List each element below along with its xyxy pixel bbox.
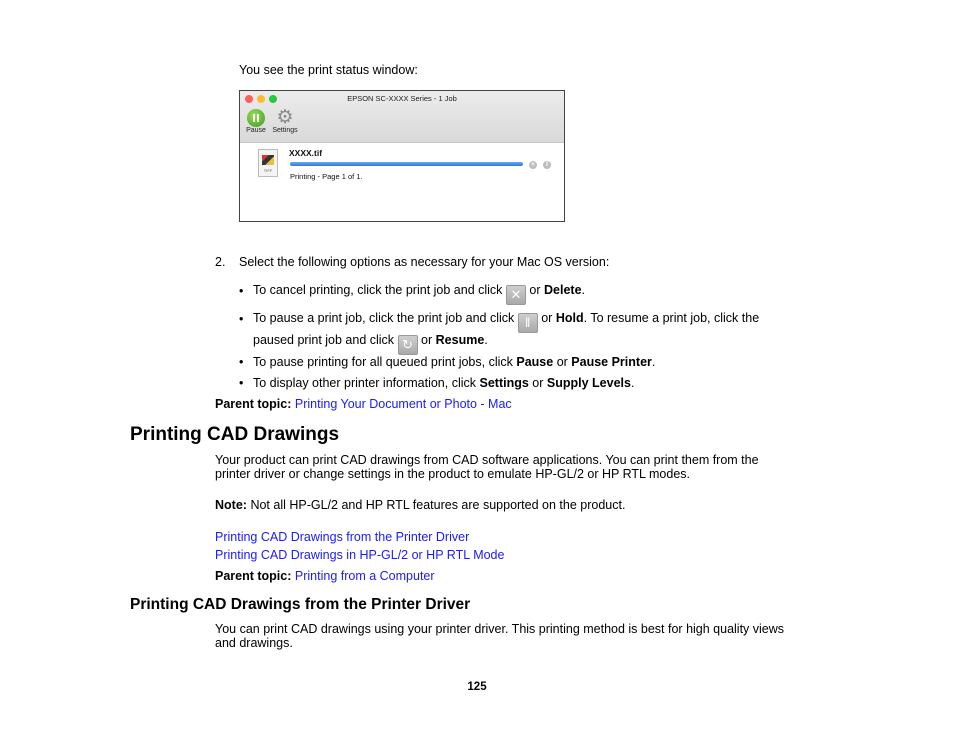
hold-job-icon[interactable]: ǁ (543, 161, 551, 169)
or-text: or (529, 283, 541, 297)
section1-para-line2: printer driver or change settings in the product to emulate HP-GL/2 or HP RTL modes. (215, 467, 690, 481)
gear-icon: ⚙ (276, 107, 294, 128)
window-title: EPSON SC-XXXX Series - 1 Job (347, 94, 457, 103)
settings-term: Settings (479, 376, 529, 390)
note-label: Note: (215, 498, 247, 512)
supply-levels-term: Supply Levels (546, 376, 631, 390)
bullet-symbol: • (239, 376, 244, 390)
close-icon: ✕ (506, 285, 526, 305)
or-text: or (541, 311, 553, 325)
pause-label: Pause (246, 127, 266, 134)
settings-toolbar-button[interactable] (270, 109, 300, 134)
parent-topic-link[interactable]: Printing Your Document or Photo - Mac (294, 397, 512, 411)
parent-topic-2 (215, 569, 435, 583)
progress-bar (290, 162, 523, 166)
bullet-symbol: • (239, 312, 244, 326)
subsection-heading: Printing CAD Drawings from the Printer Driver (130, 596, 471, 613)
bullet-symbol: • (239, 355, 244, 369)
section1-para-line1: Your product can print CAD drawings from CAD software applications. You can print them from the (215, 453, 759, 467)
parent-topic-label: Parent topic: (215, 569, 292, 583)
note (215, 498, 625, 512)
section-heading: Printing CAD Drawings (130, 424, 340, 445)
bullet-pause-text: To pause a print job, click the print job and click (253, 311, 515, 325)
bullet-pause-line2-text: paused print job and click (253, 333, 395, 347)
pause-printer-term: Pause Printer (571, 355, 652, 369)
delete-term: Delete (544, 283, 582, 297)
bullet-cancel-text: To cancel printing, click the print job and click (253, 283, 503, 297)
intro-text: You see the print status window: (239, 63, 418, 77)
link-hpgl2-mode[interactable]: Printing CAD Drawings in HP-GL/2 or HP RTL Mode (215, 548, 505, 562)
bullet-info (253, 376, 634, 390)
section2-para-line2: and drawings. (215, 636, 293, 650)
parent-topic-label: Parent topic: (215, 397, 292, 411)
job-status: Printing - Page 1 of 1. (290, 172, 363, 181)
bullet-pause-line2 (253, 327, 488, 355)
job-name: XXXX.tif (289, 148, 323, 158)
bullet-pause-mid: . To resume a print job, click the (583, 311, 760, 325)
page-number: 125 (467, 681, 487, 693)
bullet-queue-text: To pause printing for all queued print jobs, click (253, 355, 513, 369)
step-text: Select the following options as necessary for your Mac OS version: (239, 255, 610, 269)
settings-label: Settings (272, 127, 298, 134)
window-toolbar (240, 91, 564, 143)
pause-term: Pause (516, 355, 554, 369)
or-text: or (421, 333, 433, 347)
period: . (484, 333, 488, 347)
bullet-info-text: To display other printer information, click (253, 376, 477, 390)
bullet-cancel (253, 277, 585, 305)
progress-fill (290, 162, 523, 166)
resume-icon: ↻ (398, 335, 418, 355)
period: . (630, 376, 635, 390)
period: . (651, 355, 656, 369)
bullet-symbol: • (239, 284, 244, 298)
section2-para-line1: You can print CAD drawings using your printer driver. This printing method is best for high quality views (215, 622, 785, 636)
or-text: or (532, 376, 544, 390)
hold-term: Hold (555, 311, 584, 325)
or-text: or (556, 355, 568, 369)
step-number: 2. (215, 255, 226, 269)
bullet-queue (253, 355, 655, 369)
pause-icon (247, 109, 265, 127)
note-text: Not all HP-GL/2 and HP RTL features are supported on the product. (250, 498, 626, 512)
pause-toolbar-button[interactable] (244, 109, 268, 134)
link-printer-driver[interactable]: Printing CAD Drawings from the Printer Driver (215, 530, 470, 544)
delete-job-icon[interactable]: ✕ (530, 162, 536, 168)
resume-term: Resume (435, 333, 485, 347)
parent-topic-1 (215, 397, 512, 411)
file-thumbnail-icon: TIFF (258, 149, 278, 177)
parent-topic-link[interactable]: Printing from a Computer (294, 569, 435, 583)
pause-icon: ǁ (518, 313, 538, 333)
print-status-window (239, 90, 565, 222)
period: . (581, 283, 586, 297)
